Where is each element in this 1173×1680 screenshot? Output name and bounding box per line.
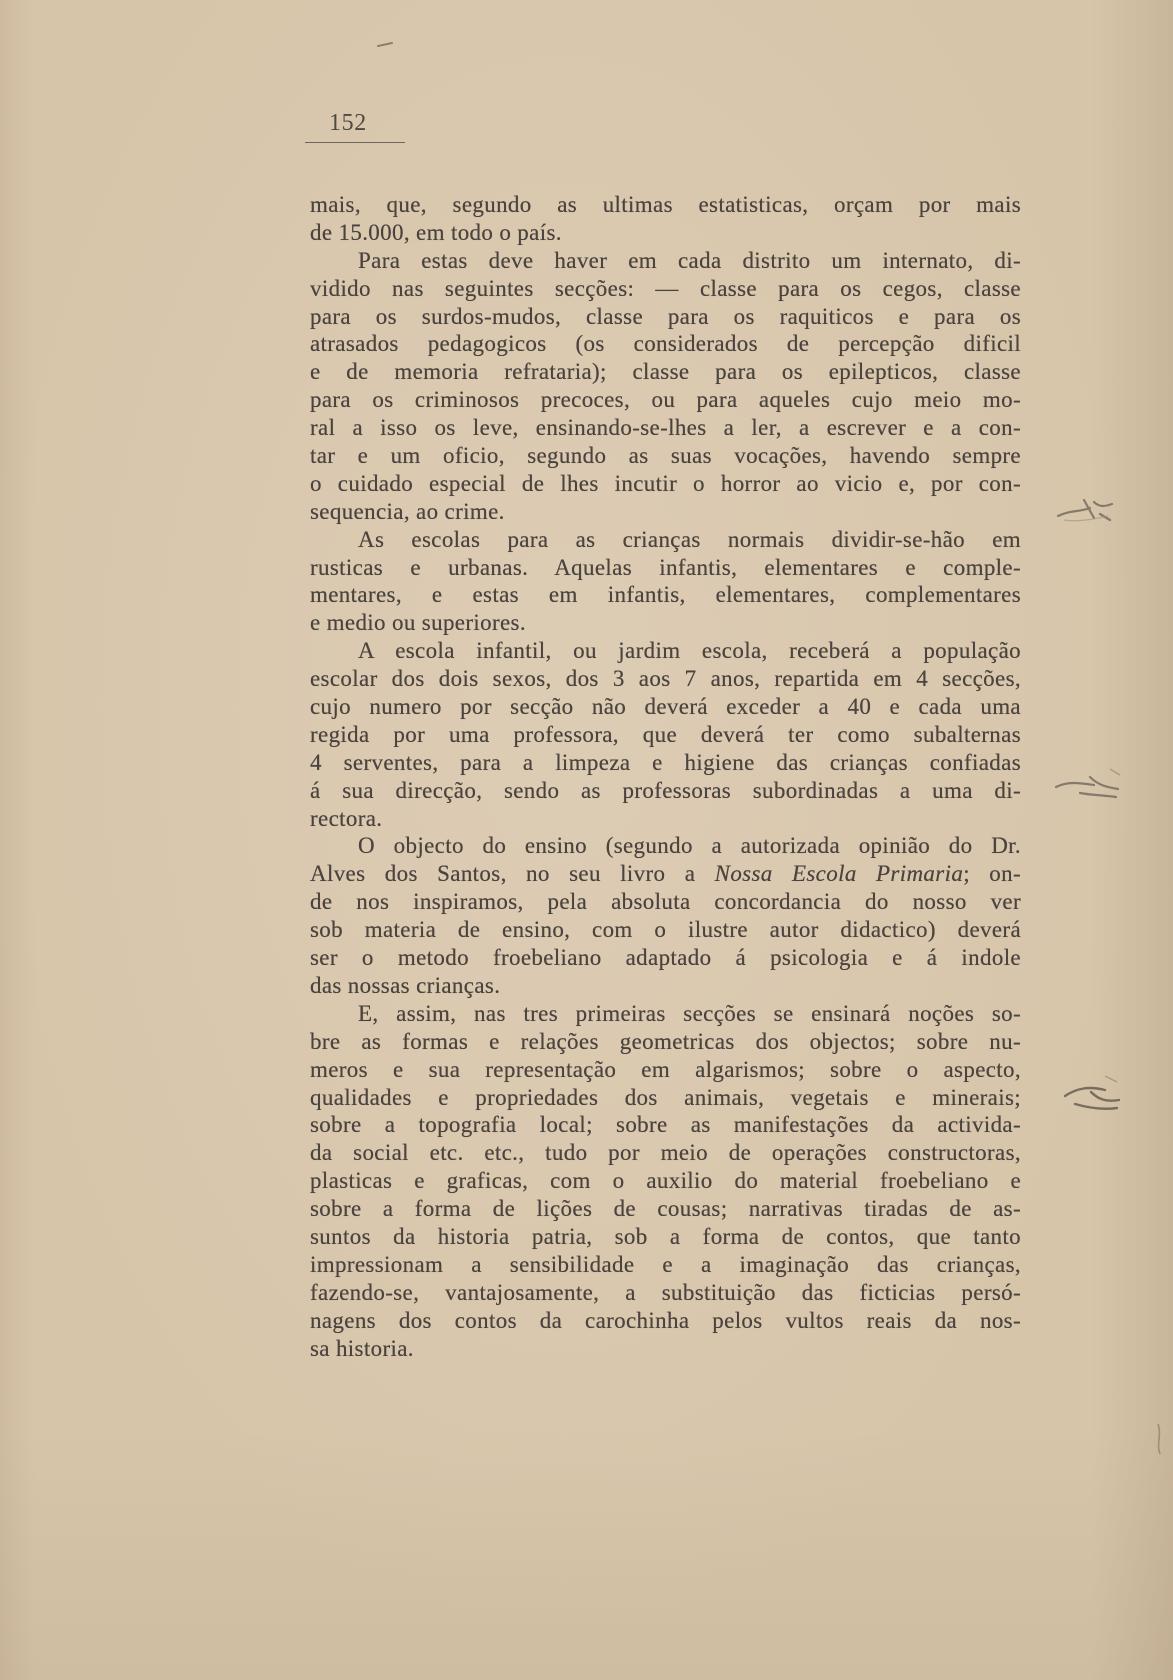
text-line: atrasados pedagogicos (os considerados de percepção dificil (310, 331, 1021, 357)
paragraph (310, 832, 1021, 999)
text-line: para os surdos-mudos, classe para os raquiticos e para os (310, 303, 1021, 329)
page-number: 152 (329, 110, 367, 136)
text-line: cujo numero por secção não deverá exceder a 40 e cada uma (310, 694, 1021, 720)
text-line: de nos inspiramos, pela absoluta concordancia do nosso ver (310, 889, 1021, 915)
text-line: Para estas deve haver em cada distrito um internato, di- (358, 247, 1021, 273)
text-line: de 15.000, em todo o país. (310, 219, 562, 245)
text-line: mais, que, segundo as ultimas estatisticas, orçam por mais (310, 192, 1021, 217)
text-line: rectora. (310, 805, 383, 831)
text-line: o cuidado especial de lhes incutir o horror ao vicio e, por con- (310, 470, 1021, 496)
text-line: qualidades e propriedades dos animais, vegetais e minerais; (310, 1084, 1021, 1110)
text-line: sob materia de ensino, com o ilustre autor didactico) deverá (310, 917, 1021, 943)
text-line: sequencia, ao crime. (310, 498, 505, 524)
text-line: As escolas para as crianças normais dividir-se-hão em (358, 526, 1021, 552)
paragraph (310, 526, 1021, 638)
text-line: nagens dos contos da carochinha pelos vultos reais da nos- (310, 1307, 1021, 1333)
text-line: meros e sua representação em algarismos; sobre o aspecto, (310, 1056, 1021, 1082)
text-line: sa historia. (310, 1335, 414, 1361)
text-line: E, assim, nas tres primeiras secções se ensinará noções so- (358, 1000, 1021, 1026)
paragraph (310, 191, 1021, 247)
text-line: bre as formas e relações geometricas dos objectos; sobre nu- (310, 1028, 1021, 1054)
page-number-rule (305, 142, 405, 143)
book-title-italic: Nossa Escola Primaria (714, 861, 964, 887)
paragraph (310, 247, 1021, 526)
text-line: e medio ou superiores. (310, 610, 526, 636)
text-line: rusticas e urbanas. Aquelas infantis, elementares e comple- (310, 554, 1021, 580)
paragraph (310, 637, 1021, 832)
text-line (310, 860, 1021, 888)
text-segment: ; on- (963, 861, 1021, 887)
ink-speck (376, 40, 396, 50)
text-line: á sua direcção, sendo as professoras subordinadas a uma di- (310, 777, 1021, 803)
body-text (310, 191, 1021, 1362)
text-line: sobre a forma de lições de cousas; narrativas tiradas de as- (310, 1196, 1021, 1222)
text-line: das nossas crianças. (310, 972, 501, 998)
text-line: ser o metodo froebeliano adaptado á psicologia e á indole (310, 945, 1021, 971)
text-line: suntos da historia patria, sob a forma de contos, que tanto (310, 1223, 1021, 1249)
paragraph (310, 1000, 1021, 1363)
text-line: vidido nas seguintes secções: — classe para os cegos, classe (310, 275, 1021, 301)
text-segment: Alves dos Santos, no seu livro a (310, 861, 715, 887)
text-line: plasticas e graficas, com o auxilio do material froebeliano e (310, 1168, 1021, 1194)
margin-stain (1050, 765, 1125, 805)
text-line: 4 serventes, para a limpeza e higiene das crianças confiadas (310, 749, 1021, 775)
text-line: da social etc. etc., tudo por meio de operações constructoras, (310, 1140, 1021, 1166)
text-line: fazendo-se, vantajosamente, a substituição das ficticias persó- (310, 1279, 1021, 1305)
text-line: ral a isso os leve, ensinando-se-lhes a ler, a escrever e a con- (310, 415, 1021, 441)
text-line: impressionam a sensibilidade e a imaginação das crianças, (310, 1251, 1021, 1277)
text-line: e de memoria refrataria); classe para os epilepticos, classe (310, 359, 1021, 385)
text-line: mentares, e estas em infantis, elementares, complementares (310, 582, 1021, 608)
text-line: para os criminosos precoces, ou para aqueles cujo meio mo- (310, 387, 1021, 413)
text-line: regida por uma professora, que deverá ter como subalternas (310, 721, 1021, 747)
text-line: O objecto do ensino (segundo a autorizada opinião do Dr. (358, 833, 1021, 859)
margin-stain (1055, 1070, 1125, 1120)
text-line: tar e um oficio, segundo as suas vocações, havendo sempre (310, 443, 1021, 469)
margin-stain (1050, 490, 1120, 530)
text-line: escolar dos dois sexos, dos 3 aos 7 anos, repartida em 4 secções, (310, 666, 1021, 692)
text-line: sobre a topografia local; sobre as manifestações da activida- (310, 1112, 1021, 1138)
text-line: A escola infantil, ou jardim escola, receberá a população (358, 638, 1021, 664)
margin-stain (1150, 1420, 1170, 1460)
